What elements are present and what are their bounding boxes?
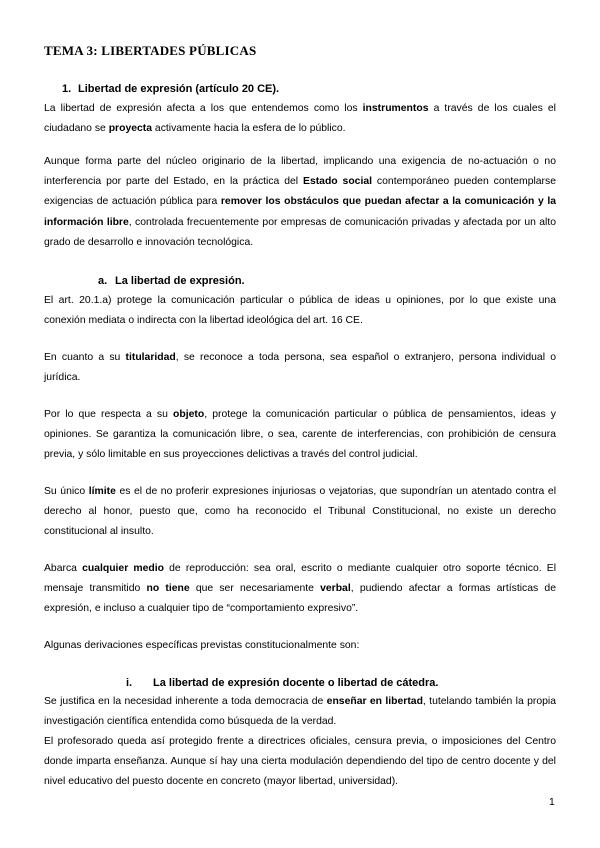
text-run: , tutelando también la propia investigación científica entendida como búsqueda de la verdad. [44, 696, 556, 728]
paragraph-4 [44, 348, 556, 388]
section-heading-1 [62, 83, 279, 95]
text-run: de reproducción: sea oral, escrito o mediante cualquier otro soporte técnico. El mensaje transmitido [44, 563, 557, 595]
paragraph-10 [44, 732, 556, 793]
bold-run: remover los obstáculos que puedan afectar a la comunicación y la información libre [44, 196, 557, 228]
text-run: , controlada frecuentemente por empresas de comunicación privadas y afectada por un alto grado de desarrollo e innovación tecnológica. [44, 216, 556, 248]
paragraph-5 [44, 405, 556, 466]
bold-run: cualquier medio [82, 563, 164, 574]
bold-run: objeto [173, 409, 205, 420]
subsection-heading-a [98, 275, 245, 287]
text-run: Por lo que respecta a su [44, 409, 174, 420]
text-run: En cuanto a su [44, 352, 126, 363]
text-run: Se justifica en la necesidad inherente a toda democracia de [44, 696, 327, 707]
text-run: a través de los cuales el ciudadano se [44, 103, 556, 135]
bold-run: enseñar en libertad [326, 696, 423, 707]
section-heading-text: Libertad de expresión (artículo 20 CE). [78, 83, 280, 95]
bold-run: instrumentos [362, 103, 429, 114]
text-run: Algunas derivaciones específicas previstas constitucionalmente son: [44, 640, 360, 651]
text-run: es el de no proferir expresiones injuriosas o vejatorias, que supondrían un atentado contra el derecho al honor, puesto que, como ha reconocido el Tribunal Constitucional, no existe un derecho constitucional al insulto. [44, 486, 556, 538]
text-run: Aunque forma parte del núcleo originario de la libertad, implicando una exigencia de no-actuación o no interferencia por parte del Estado, en la práctica del [44, 156, 556, 188]
bold-run: proyecta [108, 123, 153, 135]
text-run: El art. 20.1.a) protege la comunicación particular o pública de ideas u opiniones, por lo que existe una conexión mediata o indirecta con la libertad ideológica del art. 16 CE. [44, 295, 556, 327]
paragraph-8 [44, 636, 556, 656]
subsubsection-heading-text: La libertad de expresión docente o libertad de cátedra. [153, 677, 439, 689]
paragraph-3 [44, 291, 556, 331]
bold-run: no tiene [146, 583, 190, 595]
paragraph-7 [44, 559, 556, 620]
bold-run: Estado social [303, 176, 373, 188]
text-run: , pudiendo afectar a formas artísticas de expresión, e incluso a cualquier tipo de “comportamiento expresivo”. [44, 583, 556, 615]
page-number: 1 [549, 797, 555, 808]
subsection-heading-text: La libertad de expresión. [115, 275, 245, 287]
text-run: que ser necesariamente [189, 583, 321, 595]
bold-run: verbal [320, 583, 351, 595]
text-run: , se reconoce a toda persona, sea español o extranjero, persona individual o jurídica. [44, 352, 556, 384]
text-run: El profesorado queda así protegido frente a directrices oficiales, censura previa, o imposiciones del Centro donde imparta enseñanza. Aunque sí hay una cierta modulación dependiendo del tipo de centro docente y del nivel educativo del puesto docente en concreto (mayor libertad, universidad). [44, 736, 556, 788]
paragraph-1 [44, 99, 556, 139]
text-run: La libertad de expresión afecta a los que entendemos como los [44, 103, 363, 114]
page-title: TEMA 3: LIBERTADES PÚBLICAS [44, 43, 257, 58]
subsection-number: a. [98, 275, 108, 287]
bold-run: titularidad [125, 352, 176, 363]
text-run: Su único [44, 486, 89, 497]
subsubsection-heading-i [126, 677, 438, 689]
section-number: 1. [62, 83, 72, 95]
paragraph-2 [44, 152, 556, 253]
bold-run: límite [88, 486, 116, 497]
text-run: contemporáneo pueden contemplarse exigencias de actuación pública para [44, 176, 556, 208]
subsubsection-number: i. [126, 677, 133, 689]
paragraph-9 [44, 692, 556, 732]
paragraph-6 [44, 482, 556, 543]
text-run: , protege la comunicación particular o pública de pensamientos, ideas y opiniones. Se garantiza la comunicación libre, o sea, carente de interferencias, con prohibición de censura previa, y sólo limitable en sus proyecciones delictivas a través del control judicial. [44, 409, 556, 461]
text-run: Abarca [44, 563, 83, 574]
text-run: activamente hacia la esfera de lo público. [152, 123, 346, 135]
